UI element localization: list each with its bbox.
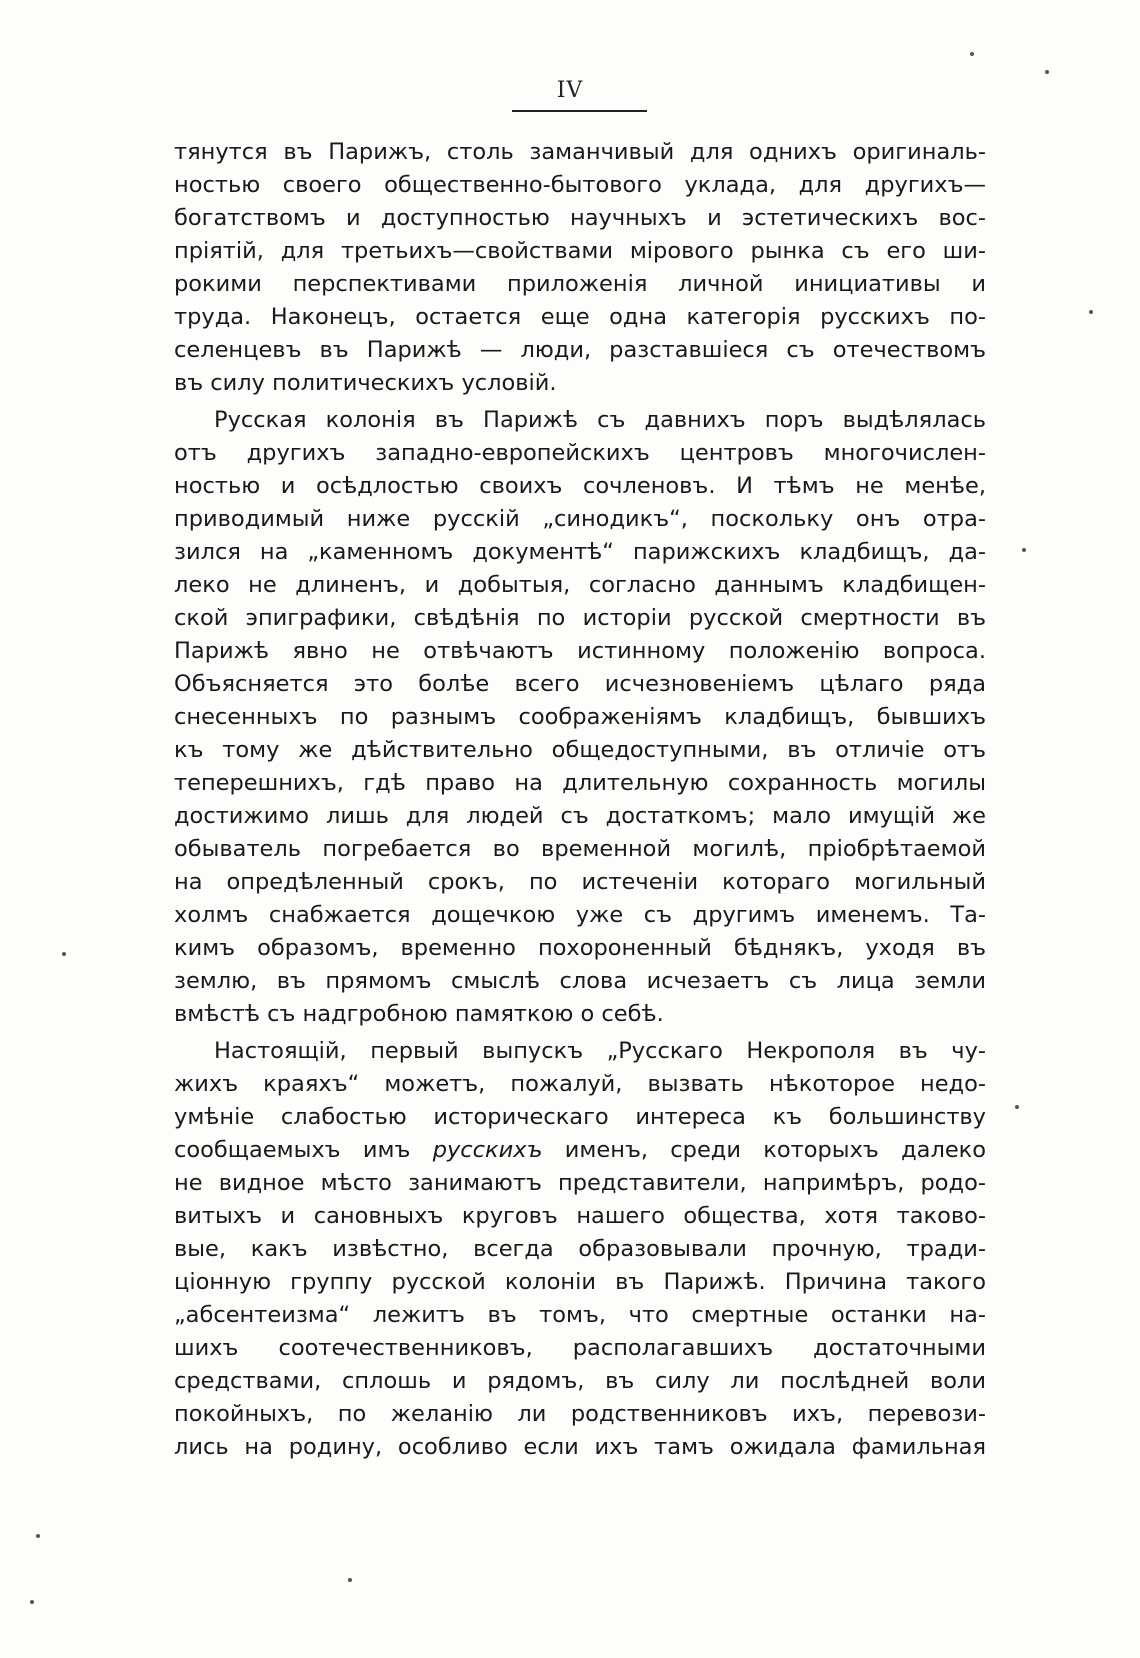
text-line: Объясняется это болѣе всего исчезновеніемъ цѣлаго ряда <box>174 671 986 697</box>
paragraph-1 <box>174 136 986 400</box>
text-line: кимъ образомъ, временно похороненный бѣднякъ, уходя въ <box>174 935 986 961</box>
scan-speck <box>1015 1105 1019 1109</box>
text-line: шихъ соотечественниковъ, располагавшихъ достаточными <box>174 1335 986 1361</box>
text-line: витыхъ и сановныхъ круговъ нашего общества, хотя таково- <box>174 1203 986 1229</box>
body-text <box>174 136 986 1464</box>
page-number: IV <box>556 78 584 103</box>
text-line: ностью своего общественно-бытового уклада, для другихъ— <box>174 172 986 198</box>
text-line: ностью и осѣдлостью своихъ сочленовъ. И тѣмъ не менѣе, <box>174 473 986 499</box>
text-line: средствами, сплошь и рядомъ, въ силу ли послѣдней воли <box>174 1368 986 1394</box>
paragraph-2 <box>174 404 986 1031</box>
text-line: теперешнихъ, гдѣ право на длительную сохранность могилы <box>174 770 986 796</box>
text-line: вмѣстѣ съ надгробною памяткою о себѣ. <box>174 1001 664 1027</box>
text-line: селенцевъ въ Парижѣ — люди, разставшіеся съ отечествомъ <box>174 337 986 363</box>
text-line: рокими перспективами приложенія личной инициативы и <box>174 271 986 297</box>
scan-speck <box>30 1600 34 1604</box>
text-line: въ силу политическихъ условій. <box>174 370 557 396</box>
paragraph-3 <box>174 1035 986 1464</box>
text-line: вые, какъ извѣстно, всегда образовывали прочную, тради- <box>174 1236 986 1262</box>
text-line: зился на „каменномъ документѣ“ парижскихъ кладбищъ, да- <box>174 539 986 565</box>
text-line: къ тому же дѣйствительно общедоступными, въ отличіе отъ <box>174 737 986 763</box>
text-line: отъ другихъ западно-европейскихъ центровъ многочислен- <box>174 440 986 466</box>
text-line: Русская колонія въ Парижѣ съ давнихъ поръ выдѣлялась <box>214 407 986 433</box>
text-line: приводимый ниже русскій „синодикъ“, поскольку онъ отра- <box>174 506 986 532</box>
text-line: Парижѣ явно не отвѣчаютъ истинному положенію вопроса. <box>174 638 986 664</box>
text-line: покойныхъ, по желанію ли родственниковъ ихъ, перевози- <box>174 1401 986 1427</box>
text-line: обыватель погребается во временной могилѣ, пріобрѣтаемой <box>174 836 986 862</box>
text-line: землю, въ прямомъ смыслѣ слова исчезаетъ съ лица земли <box>174 968 986 994</box>
scan-speck <box>36 1534 40 1538</box>
text-line: достижимо лишь для людей съ достаткомъ; мало имущій же <box>174 803 986 829</box>
text-line: не видное мѣсто занимаютъ представители, напримѣръ, родо- <box>174 1170 986 1196</box>
text-line: умѣніе слабостью историческаго интереса къ большинству <box>174 1104 986 1130</box>
scan-speck <box>348 1578 352 1582</box>
text-line: снесенныхъ по разнымъ соображеніямъ кладбищъ, бывшихъ <box>174 704 986 730</box>
text-line: „абсентеизма“ лежитъ въ томъ, что смертные останки на- <box>174 1302 986 1328</box>
text-line: тянутся въ Парижъ, столь заманчивый для однихъ оригиналь- <box>174 139 986 165</box>
text-line: Настоящій, первый выпускъ „Русскаго Некрополя въ чу- <box>214 1038 986 1064</box>
text-line: лись на родину, особливо если ихъ тамъ ожидала фамильная <box>174 1434 986 1460</box>
scan-speck <box>1022 548 1026 552</box>
text-line-with-italic <box>174 1134 986 1167</box>
text-line: жихъ краяхъ“ можетъ, пожалуй, вызвать нѣкоторое недо- <box>174 1071 986 1097</box>
text-line: на опредѣленный срокъ, по истеченіи котораго могильный <box>174 869 986 895</box>
text-segment: сообщаемыхъ имъ <box>174 1137 411 1163</box>
text-line: леко не длиненъ, и добытыя, согласно даннымъ кладбищен- <box>174 572 986 598</box>
scan-speck <box>1089 310 1093 314</box>
italic-word: русскихъ <box>432 1137 543 1163</box>
scan-speck <box>970 52 974 56</box>
text-line: труда. Наконецъ, остается еще одна категорія русскихъ по- <box>174 304 986 330</box>
header-rule <box>512 110 647 112</box>
text-line: ціонную группу русской колоніи въ Парижѣ. Причина такого <box>174 1269 986 1295</box>
text-line: холмъ снабжается дощечкою уже съ другимъ именемъ. Та- <box>174 902 986 928</box>
text-line: богатствомъ и доступностью научныхъ и эстетическихъ вос- <box>174 205 986 231</box>
scan-speck <box>62 952 66 956</box>
scan-speck <box>1045 70 1049 74</box>
text-line: пріятій, для третьихъ—свойствами мірового рынка съ его ши- <box>174 238 986 264</box>
text-segment: именъ, среди которыхъ далеко <box>564 1137 986 1163</box>
text-line: ской эпиграфики, свѣдѣнія по исторіи русской смертности въ <box>174 605 986 631</box>
